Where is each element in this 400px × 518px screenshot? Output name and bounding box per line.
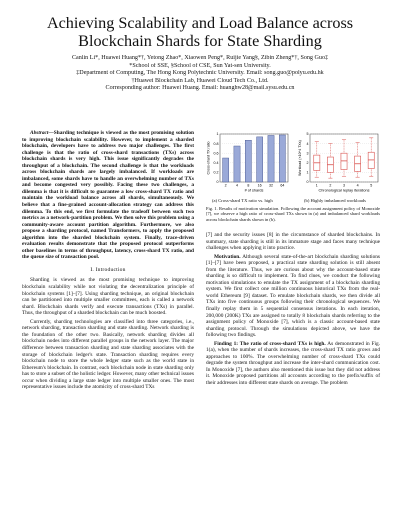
chart-a [207,132,289,192]
chart-a-xlabel: # of shards [244,188,264,193]
chart-b-ytick-label: 5 [306,132,309,137]
chart-b-ytick-label: 2 [306,161,309,165]
finding-1-paragraph [206,341,380,387]
chart-a-xtick-label: 64 [280,183,285,188]
chart-a-bar [268,135,274,182]
chart-a-xtick-label: 32 [269,183,273,188]
chart-a-ytick-label: 1 [216,132,219,137]
chart-b-xtick-label: 5 [370,183,373,188]
abstract [22,130,194,261]
chart-a-ylabel: Cross-shard TX ratio [206,141,211,175]
affiliation-4: Corresponding author: Huawei Huang. Email: huanghw28@mail.sysu.edu.cn [105,85,295,91]
abstract-body: —Sharding technique is viewed as the most promising solution to improving blockchain scalability. However, to implement a sharded blockchain, developers have to address two major challenges. The first challenge is that the ratio of cross-shard transactions (TXs) across blockchain shards is very high. This issue significantly degrades the throughput of a blockchain. The second challenge is that the workloads across blockchain shards are largely imbalanced. If workloads are imbalanced, some shards have to handle an overwhelming number of TXs and become congested very possibly. Facing these two challenges, a dilemma is that it is difficult to guarantee a low cross-shard TX ratio and maintain the workload balance across all shards, simultaneously. We believe that a fine-grained account-allocation strategy can address this dilemma. To this end, we first formulate the tradeoff between such two metrics as a network-partition problem. We then solve this problem using a community-aware account partition algorithm. Furthermore, we also propose a sharding protocol, named Transformers, to apply the proposed algorithm into the sharded blockchain system. Finally, trace-driven evaluation results demonstrate that the proposed protocol outperforms other baselines in terms of throughput, latency, cross-shard TX ratio, and the queue size of transaction pool. [22,130,194,261]
chart-b-xlabel: Chronological replay iterations [318,188,370,193]
chart-a-bar [257,137,263,182]
figure-1 [206,130,380,228]
figure-caption: Fig. 1. Results of motivation simulation. Following the account assignment policy of Monoxide [7], we observe a high ratio of cross-shard TXs shown in (a) and imbalanced shard workloads across blockchain shards shown in (b). [206,206,380,222]
chart-a-bar [223,158,229,182]
chart-b-xtick-label: 1 [315,183,318,188]
motivation-body: Although several state-of-the-art blockchain sharding solutions [1]–[7] have been proposed, a practical state sharding solution is still absent from the literature. Thus, we are curious about why the account-based state sharding is so difficult to implement. To find clues, we conduct the following motivation simulations to emulate the TX assignment of a blockchain sharding system. We first collect one million continuous historical TXs from the real-world Ethereum [9] dataset. To emulate blockchain shards, we then divide all TXs into five continuous groups following their chronological sequences. We finally replay them in 5 sequential consensus iterations. In each iteration, 200,000 (200K) TXs are assigned to totally 8 blockchain shards referring to the assignment policy of Monoxide [7], which is a classic account-based state sharding protocol. Through the simulations depicted above, we have the following two findings. [206,253,380,339]
chart-b-ytick-label: 1 [306,170,309,175]
chart-a-bar [234,146,240,182]
motivation-paragraph [206,254,380,339]
chart-b-xtick-label: 3 [343,183,345,188]
figure-1-charts [206,130,380,206]
chart-a-xtick-label: 2 [224,183,227,188]
chart-a-bar [279,135,285,182]
intro-paragraph-1: Sharding is viewed as the most promising technique to improving blockchain scalability while not violating the decentralization principle of blockchain systems [1]–[7]. Using sharding technique, an original blockchain can be partitioned into multiple smaller committees, each is called a network shard. Blockchain shards verify and execute transactions (TXs) in parallel. Thus, the throughput of a sharded blockchain can be much boosted. [22,277,194,317]
chart-b-box [341,153,347,169]
right-paragraph-1: [7] and the security issues [8] in the circumstance of sharded blockchains. In summary, state sharding is still in its immature stage and faces many technique challenges when applying it into practice. [206,232,380,252]
chart-b-ytick-label: 3 [306,151,309,156]
chart-a-ytick-label: 0 [216,180,219,185]
chart-b-box [368,152,374,168]
authors-line: Canlin Li*, Huawei Huang*†, Yetong Zhao*, Xiaowen Peng*, Ruijie Yang§, Zibin Zheng*†, Song Guo‡ [71,55,329,61]
finding-1-body: As demonstrated in Fig. 1(a), when the number of shards increases, the cross-shard TX ratio grows and approaches to 100%. The overwhelming number of cross-shard TXs could degrade the system throughput and increase the inter-shard communication cost. In Monoxide [7], the authors also mentioned this issue but they did not address it. Monoxide proposed partitions all accounts according to the prefix/suffix of their addresses into different state shards on average. The problem [206,340,381,387]
affiliation-2: ‡Department of Computing, The Hong Kong Polytechnic University. Email: song.guo@polyu.edu.hk [76,70,324,76]
chart-a-ytick-label: 0.2 [213,170,219,175]
chart-b [298,132,378,192]
chart-b-ylabel: Workload (×10^4 TXs) [298,140,302,176]
chart-b-ytick-label: 0 [306,180,309,185]
right-column [206,232,380,389]
author-block [20,55,380,93]
chart-b-xtick-label: 4 [356,183,359,188]
chart-a-bar [245,140,251,182]
affiliation-3: †Huawei Blockchain Lab, Huawei Cloud Tech Co., Ltd. [131,77,269,84]
affiliation-1: *School of SSE, §School of CSE, Sun Yat-sen University. [129,62,271,69]
abstract-lead: Abstract [30,130,49,136]
subcaption-b: (b) Highly imbalanced workloads [304,198,366,203]
chart-b-xtick-label: 2 [329,183,332,188]
left-column [22,130,194,393]
motivation-label: Motivation. [214,253,241,260]
finding-1-label: Finding 1: The ratio of cross-shard TXs is high. [214,340,326,347]
paper-title: Achieving Scalability and Load Balance across Blockchain Shards for State Sharding [46,14,354,50]
chart-a-frame [220,134,288,182]
chart-a-xtick-label: 16 [257,183,262,188]
chart-a-ytick-label: 0.4 [213,161,219,165]
chart-a-ytick-label: 0.8 [213,141,219,146]
chart-a-ytick-label: 0.6 [213,151,219,156]
chart-b-ytick-label: 4 [306,141,309,146]
subcaption-a: (a) Cross-shard TX ratio vs. high [212,198,273,203]
section-heading-introduction: I. Introduction [90,266,126,273]
chart-a-xtick-label: 8 [247,183,250,188]
intro-paragraph-2: Currently, sharding technologies are classified into three categories, i.e., network sharding, transaction sharding and state sharding. Network sharding is the foundation of the other two. Basically, network sharding divides all blockchain nodes into different parallel groups in the network layer. The major difference between transaction sharding and state sharding associates with the storage of blockchain ledger's state. Transaction sharding requires every blockchain node to store the whole ledger state such as the world state in Ethereum's blockchain. In contrast, each blockchain node in state sharding only has to store a subset of the holistic ledger. However, many other technical issues occur when dividing a large state ledger into multiple smaller ones. The most representative issues include the atomicity of cross-shard TXs [22,318,194,391]
chart-a-xtick-label: 4 [236,183,238,188]
